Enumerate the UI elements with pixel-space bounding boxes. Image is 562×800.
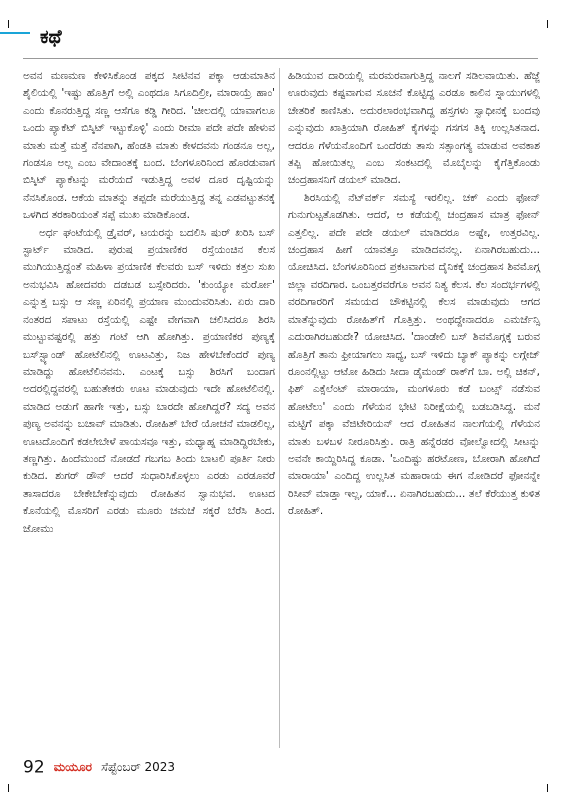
paragraph: ಅವನ ಮಣಮಣ ಕೇಳಿಸಿಕೊಂಡ ಪಕ್ಕದ ಸೀಟಿನವ ಪಕ್ಕಾ ಆಡುಮಾತಿನ ಶೈಲಿಯಲ್ಲಿ 'ಇಷ್ಟು ಹೊತ್ತಿಗೆ ಅಲ್ಲಿ ಎಂಥದೂ ಸಿಗೂದಿಲ್ರೀ, ಮಾರಾಯ್ರೆ ಹಾಂ' ಎಂದು ಕೊನರುತ್ತಿದ್ದ ಸಣ್ಣ ಆಸೆಗೂ ಕಡ್ಡಿ ಗೀರಿದ. 'ಚೀಲದಲ್ಲಿ ಯಾವಾಗಲೂ ಒಂದು ಪ್ಯಾಕೆಟ್ ಬಿಸ್ಕಿಟ್ ಇಟ್ಟುಕೊಳ್ಳಿ' ಎಂದು ರೀಮಾ ಪದೇ ಪದೇ ಹೇಳುವ ಮಾತು ಮತ್ತೆ ಮತ್ತೆ ನೆನಪಾಗಿ, ಹೆಂಡತಿ ಮಾತು ಕೇಳದವನು ಗಂಡನೂ ಅಲ್ಲ, ಗಂಡಸೂ ಅಲ್ಲ ಎಂಬ ವೇದಾಂತಕ್ಕೆ ಬಂದ. ಬೆಂಗಳೂರಿನಿಂದ ಹೊರಡುವಾಗ ಬಿಸ್ಕಿಟ್ ಪ್ಯಾಕೆಟನ್ನು ಮರೆಯದೆ ಇಡುತ್ತಿದ್ದ ಅವಳ ದೂರ ದೃಷ್ಟಿಯನ್ನು ನೆನಸಿಕೊಂಡ. ಆಕೆಯ ಮಾತನ್ನು ತಪ್ಪದೇ ಮರೆಯುತ್ತಿದ್ದ ತನ್ನ ಎಡವಟ್ಟುತನಕ್ಕೆ ಒಳಗಿದ ತರಕಾರಿಯಂತೆ ಸಪ್ಪೆ ಮುಖ ಮಾಡಿಕೊಂಡ. [23,70,275,222]
crop-mark [547,20,548,28]
page-footer [23,757,175,777]
crop-mark [8,20,9,28]
left-column [23,68,275,538]
right-column [288,68,540,521]
section-title: ಕಥೆ [40,26,62,48]
column-divider [279,68,280,748]
issue-date: ಸೆಪ್ಟೆಂಬರ್ 2023 [101,760,176,774]
crop-mark [8,784,9,792]
paragraph: ಶಿರಸಿಯಲ್ಲಿ ನೆಟ್‌ವರ್ಕ್ ಸಮಸ್ಯೆ ಇರಲಿಲ್ಲ. ಚಕ್ ಎಂದು ಫೋನ್ ಗುನುಗುಟ್ಟತೊಡಗಿತು. ಆದರೆ, ಆ ಕಡೆಯಲ್ಲಿ ಚಂದ್ರಹಾಸ ಮಾತ್ರ ಫೋನ್ ಎತ್ತಲಿಲ್ಲ. ಪದೇ ಪದೇ ಡಯಲ್ ಮಾಡಿದರೂ ಅಷ್ಟೇ, ಉತ್ತರವಿಲ್ಲ. ಚಂದ್ರಹಾಸ ಹೀಗೆ ಯಾವತ್ತೂ ಮಾಡಿದವನಲ್ಲ. ಏನಾಗಿರಬಹುದು... ಯೋಚಿಸಿದ. ಬೆಂಗಳೂರಿನಿಂದ ಪ್ರಕಟವಾಗುವ ದೈನಿಕಕ್ಕೆ ಚಂದ್ರಹಾಸ ಶಿವಮೊಗ್ಗ ಜಿಲ್ಲಾ ವರದಿಗಾರ. ಒಂಬತ್ತರವರೆಗೂ ಅವನ ನಿತ್ಯ ಕೆಲಸ. ಕೆಲ ಸಂದರ್ಭಗಳಲ್ಲಿ ವರದಿಗಾರರಿಗೆ ಸಮಯದ ಚೌಕಟ್ಟಿನಲ್ಲಿ ಕೆಲಸ ಮಾಡುವುದು ಆಗದ ಮಾತೆನ್ನುವುದು ರೋಹಿತ್‌ಗೆ ಗೊತ್ತಿತ್ತು. ಅಂಥದ್ದೇನಾದರೂ ಎಮರ್ಜೆನ್ಸಿ ಎದುರಾಗಿರಬಹುದೇ? ಯೋಚಿಸಿದ. 'ದಾಂಡೇಲಿ ಬಸ್ ಶಿವಮೊಗ್ಗಕ್ಕೆ ಬರುವ ಹೊತ್ತಿಗೆ ತಾನು ಫ್ರೀಯಾಗಲು ಸಾಧ್ಯ, ಬಸ್ ಇಳಿದು ಬ್ಯಾಕ್ ಪ್ಯಾಕನ್ನು ಲಗ್ಗೇಜ್ ರೂಂನಲ್ಲಿಟ್ಟು ಆಟೋ ಹಿಡಿದು ಸೀದಾ ಡೈಮಂಡ್ ರಾಕ್‌ಗೆ ಬಾ. ಅಲ್ಲಿ ಚಿಕನ್, ಫಿಶ್ ಎಕ್ಸೆಲೆಂಟ್ ಮಾರಾಯಾ, ಮಂಗಳೂರು ಕಡೆ ಬಂಟ್ಸ್ ನಡೆಸುವ ಹೋಟೆಲು' ಎಂದು ಗೆಳೆಯನ ಭೇಟಿ ನಿರೀಕ್ಷೆಯಲ್ಲಿ ಬಡಬಡಿಸಿದ್ದ. ಮನೆ ಮಟ್ಟಿಗೆ ಪಕ್ಕಾ ವೆಜಿಟೇರಿಯನ್ ಆದ ರೋಹಿತನ ನಾಲಗೆಯಲ್ಲಿ ಗೆಳೆಯನ ಮಾತು ಬಳಬಳ ನೀರೂರಿಸಿತ್ತು. ರಾತ್ರಿ ಹನ್ನೆರಡರ ವೋಲ್ವೋದಲ್ಲಿ ಸೀಟನ್ನು ಅವನೇ ಕಾಯ್ದಿರಿಸಿದ್ದ ಕೂಡಾ. 'ಒಂದಿಷ್ಟು ಹರಟೋಣ, ಬೋರಾಗಿ ಹೋಗಿದೆ ಮಾರಾಯಾ' ಎಂದಿದ್ದ ಉಲ್ಲಸಿತ ಮಹಾರಾಯ ಈಗ ನೋಡಿದರೆ ಫೋನನ್ನೇ ರಿಸೀವ್ ಮಾಡ್ತಾ ಇಲ್ಲ, ಯಾಕೆ... ಏನಾಗಿರಬಹುದು... ತಲೆ ಕೆರೆಯುತ್ತ ಕುಳಿತ ರೋಹಿತ್. [288,191,540,518]
paragraph: ಹಿಡಿಯುವ ದಾರಿಯಲ್ಲಿ ಮರಮರವಾಗುತ್ತಿದ್ದ ನಾಲಗೆ ಸಡಿಲವಾಯಿತು. ಹೆಜ್ಜೆ ಊರುವುದು ಕಷ್ಟವಾಗುವ ಸೂಚನೆ ಕೊಟ್ಟಿದ್ದ ಎರಡೂ ಕಾಲಿನ ಸ್ನಾಯುಗಳಲ್ಲಿ ಚೇತರಿಕೆ ಕಾಣಿಸಿತು. ಅದುರಲಾರಂಭವಾಗಿದ್ದ ಹಸ್ತಗಳು ಸ್ವಾಧೀನಕ್ಕೆ ಬಂದವು ಎನ್ನುವುದು ಖಾತ್ರಿಯಾಗಿ ರೋಹಿತ್ ಕೈಗಳನ್ನು ಗಸಗಸ ತಿಕ್ಕಿ ಉಲ್ಲಸಿತನಾದ. ಆದರೂ ಗೆಳೆಯನೊಂದಿಗೆ ಒಂದೆರಡು ತಾಸು ಸತ್ಸಾಂಗತ್ಯ ಮಾಡುವ ಅವಕಾಶ ತಪ್ಪಿ ಹೋಯಿತಲ್ಲ ಎಂಬ ಸಂಕಟದಲ್ಲಿ ಮೊಬೈಲನ್ನು ಕೈಗೆತ್ತಿಕೊಂಡು ಚಂದ್ರಹಾಸನಿಗೆ ಡಯಲ್ ಮಾಡಿದ. [288,70,540,187]
paragraph: ಅರ್ಧ ಘಂಟೆಯಲ್ಲಿ ಡ್ರೈವರ್, ಟಯರನ್ನು ಬದಲಿಸಿ ಷುರ್ ಖರಿಸಿ ಬಸ್ ಸ್ಟಾರ್ಟ್ ಮಾಡಿದ. ಪುರುಷ ಪ್ರಯಾಣಿಕರ ರಸ್ತೆಯಂಚಿನ ಕೆಲಸ ಮುಗಿಯುತ್ತಿದ್ದಂತೆ ಮಹಿಳಾ ಪ್ರಯಾಣಿಕ ಕೆಲವರು ಬಸ್ ಇಳಿದು ಕತ್ತಲ ಸುಖ ಅನುಭವಿಸಿ ಹೋದವರು ದಡಬಡ ಬಸ್ಸೇರಿದರು. 'ಕುಂಯ್ಯೋ ಮರ್ರೋ' ಎನ್ನುತ್ತ ಬಸ್ಸು ಆ ಸಣ್ಣ ಏರಿನಲ್ಲಿ ಪ್ರಯಾಣ ಮುಂದುವರಿಸಿತು. ಏರು ದಾರಿ ನಂತರದ ಸಪಾಟು ರಸ್ತೆಯಲ್ಲಿ ಎಷ್ಟೇ ವೇಗವಾಗಿ ಚಲಿಸಿದರೂ ಶಿರಸಿ ಮುಟ್ಟುವಷ್ಟರಲ್ಲಿ ಹತ್ತು ಗಂಟೆ ಆಗಿ ಹೋಗಿತ್ತು. ಪ್ರಯಾಣಿಕರ ಪುಣ್ಯಕ್ಕೆ ಬಸ್‌ಸ್ಟ್ಯಾಂಡ್ ಹೋಟೆಲಿನಲ್ಲಿ ಊಟವಿತ್ತು, ನಿಜ ಹೇಳಬೇಕೆಂದರೆ ಪುಣ್ಯ ಮಾಡಿದ್ದು ಹೋಟೆಲಿನವನು. ಎಂಟಕ್ಕೆ ಬಸ್ಸು ಶಿರಸಿಗೆ ಬಂದಾಗ ಅದರಲ್ಲಿದ್ದವರಲ್ಲಿ ಬಹುತೇಕರು ಊಟ ಮಾಡುವುದು ಇದೇ ಹೋಟೆಲಿನಲ್ಲಿ. ಮಾಡಿದ ಅಡುಗೆ ಹಾಗೇ ಇತ್ತು, ಬಸ್ಸು ಬಾರದೇ ಹೋಗಿದ್ದರೆ? ಸದ್ಯ ಅವನ ಪುಣ್ಯ ಅವನನ್ನು ಬಚಾವ್ ಮಾಡಿತು. ರೋಹಿತ್ ಬೇರೆ ಯೋಚನೆ ಮಾಡಲಿಲ್ಲ, ಊಟದೊಂದಿಗೆ ಕಡಲೇಬೇಳೆ ಪಾಯಸವೂ ಇತ್ತು, ಮಧ್ಯಾಹ್ನ ಮಾಡಿದ್ದಿರಬೇಕು, ತಣ್ಣಗಿತ್ತು. ಹಿಂದೆಮುಂದೆ ನೋಡದೆ ಗಬಗಬ ತಿಂದು ಬಾಟಲಿ ಪೂರ್ತಿ ನೀರು ಕುಡಿದ. ಶುಗರ್ ಡೌನ್ ಆದರೆ ಸುಧಾರಿಸಿಕೊಳ್ಳಲು ಎರಡು ಎರಡೂವರೆ ತಾಸಾದರೂ ಬೇಕೇಬೇಕೆನ್ನುವುದು ರೋಹಿತನ ಸ್ವಾನುಭವ. ಊಟದ ಕೊನೆಯಲ್ಲಿ ಮೊಸರಿಗೆ ಎರಡು ಮೂರು ಚಮಚೆ ಸಕ್ಕರೆ ಬೆರೆಸಿ ತಿಂದ. ಜೋಮು [23,226,275,535]
header-rule [23,58,538,59]
crop-mark [547,784,548,792]
section-accent-line [0,32,30,34]
page-number: 92 [23,757,45,778]
magazine-name: ಮಯೂರ [53,760,93,774]
